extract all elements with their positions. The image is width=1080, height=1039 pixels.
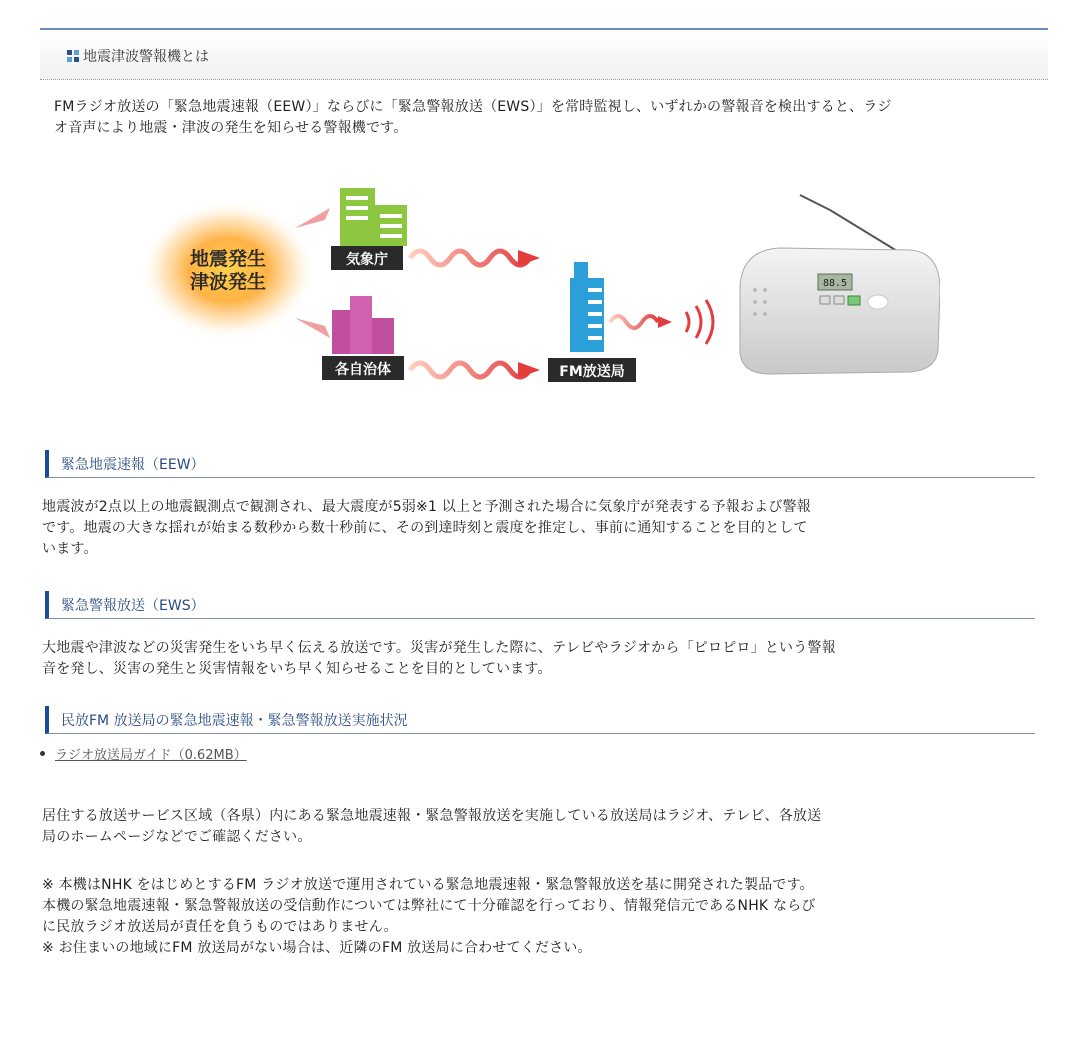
device-display: 88.5 <box>822 278 848 289</box>
note-line: ※ お住まいの地域にFM 放送局がない場合は、近隣のFM 放送局に合わせてください。 <box>42 940 592 956</box>
alarm-device-image <box>740 195 940 374</box>
ews-line: 音を発し、災害の発生と災害情報をいち早く知らせることを目的としています。 <box>42 661 552 677</box>
intro-paragraph <box>54 97 892 139</box>
eew-paragraph <box>42 497 811 560</box>
residence-line: 局のホームページなどでご確認ください。 <box>42 829 312 845</box>
list-item <box>40 744 247 763</box>
earthquake-burst <box>140 200 316 340</box>
ews-heading <box>45 591 1035 619</box>
status-heading <box>45 706 1035 734</box>
top-rule <box>40 28 1048 30</box>
eew-line: 地震波が2点以上の地震観測点で観測され、最大震度が5弱※1 以上と予測された場合に気象庁が発表する予報および警報 <box>42 499 811 515</box>
grid-icon <box>67 50 79 62</box>
municipal-building-icon <box>332 296 394 354</box>
intro-line: オ音声により地震・津波の発生を知らせる警報機です。 <box>54 120 408 136</box>
burst-line-1: 地震発生 <box>189 248 267 270</box>
warning-system-diagram <box>140 170 940 410</box>
radio-station-guide-link[interactable]: ラジオ放送局ガイド（0.62MB） <box>55 748 247 763</box>
ews-line: 大地震や津波などの災害発生をいち早く伝える放送です。災害が発生した際に、テレビやラジオから「ピロピロ」という警報 <box>42 640 836 656</box>
bullet-dot <box>40 751 45 756</box>
section-title: 地震津波警報機とは <box>83 48 209 65</box>
signal-icon <box>686 300 713 344</box>
notes-paragraph <box>42 875 816 959</box>
note-line: 本機の緊急地震速報・緊急警報放送の受信動作については弊社にて十分確認を行っており、情報発信元であるNHK ならび <box>42 898 816 914</box>
residence-line: 居住する放送サービス区域（各県）内にある緊急地震速報・緊急警報放送を実施している放送局はラジオ、テレビ、各放送 <box>42 808 822 824</box>
municipality-label: 各自治体 <box>335 362 391 378</box>
burst-line-2: 津波発生 <box>189 271 267 293</box>
residence-paragraph <box>42 806 821 848</box>
wave-arrow-upper <box>410 250 540 266</box>
section-title-bar <box>40 32 1048 80</box>
eew-heading-text: 緊急地震速報（EEW） <box>61 456 205 473</box>
status-heading-text: 民放FM 放送局の緊急地震速報・緊急警報放送実施状況 <box>61 712 408 729</box>
eew-line: です。地震の大きな揺れが始まる数秒から数十秒前に、その到達時刻と震度を推定し、事前に通知することを目的として <box>42 520 808 536</box>
eew-line: います。 <box>42 541 98 557</box>
station-label: FM放送局 <box>559 364 625 380</box>
agency-label: 気象庁 <box>346 252 388 268</box>
building-icon <box>340 188 407 246</box>
ews-paragraph <box>42 638 836 680</box>
intro-line: FMラジオ放送の「緊急地震速報（EEW）」ならびに「緊急警報放送（EWS）」を常時監視し、いずれかの警報音を検出すると、ラジ <box>54 99 892 115</box>
note-line: ※ 本機はNHK をはじめとするFM ラジオ放送で運用されている緊急地震速報・緊急警報放送を基に開発された製品です。 <box>42 877 814 893</box>
wave-arrow-lower <box>410 362 540 378</box>
ews-heading-text: 緊急警報放送（EWS） <box>61 597 205 614</box>
eew-heading <box>45 450 1035 478</box>
fm-tower-icon <box>570 262 604 352</box>
note-line: に民放ラジオ放送局が責任を負うものではありません。 <box>42 919 398 935</box>
